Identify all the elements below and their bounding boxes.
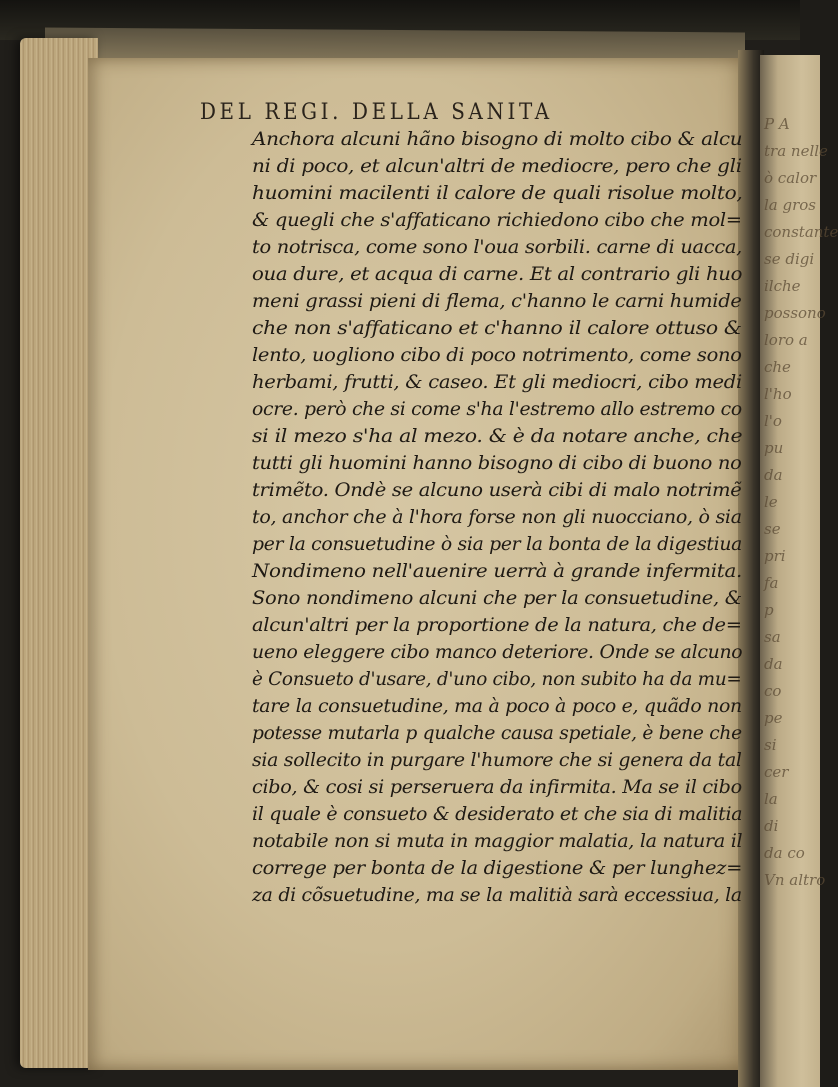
facing-page-text-fragment: da (764, 655, 783, 673)
facing-page-text-fragment: tra nelle (764, 142, 828, 160)
text-line: tutti gli huomini hanno bisogno di cibo di buono no (252, 452, 742, 474)
facing-page-text-fragment: la (764, 790, 778, 808)
text-line: per la consuetudine ò sia per la bonta de la digestiua (252, 533, 743, 555)
facing-page-text-fragment: p (764, 601, 774, 619)
text-line: tare la consuetudine, ma à poco à poco e, quãdo non (252, 695, 742, 717)
text-line: trimẽto. Ondè se alcuno userà cibi di malo notrimẽ (252, 479, 742, 501)
running-head: DEL REGI. DELLA SANITA (200, 100, 553, 125)
text-line: to notrisca, come sono l'oua sorbili. carne di uacca, (252, 236, 743, 258)
text-line: che non s'affaticano et c'hanno il calore ottuso & (252, 317, 742, 339)
text-line: potesse mutarla p qualche causa spetiale, è bene che (252, 722, 742, 744)
text-line: ueno eleggere cibo manco deteriore. Onde se alcuno (252, 641, 743, 663)
facing-page-text-fragment: la gros (764, 196, 817, 214)
facing-page-text-fragment: se (764, 520, 781, 538)
facing-page-text-fragment: ilche (764, 277, 801, 295)
facing-page-text-fragment: l'ho (764, 385, 792, 403)
facing-page-text-fragment: constante (764, 223, 838, 241)
facing-page-text-fragment: si (764, 736, 777, 754)
text-line: il quale è consueto & desiderato et che sia di malitia (252, 803, 743, 825)
facing-page-text-fragment: sa (764, 628, 781, 646)
text-line: & quegli che s'affaticano richiedono cibo che mol= (252, 209, 742, 231)
text-line: lento, uogliono cibo di poco notrimento, come sono (252, 344, 742, 366)
facing-page-text-fragment: da co (764, 844, 805, 862)
text-line: notabile non si muta in maggior malatia, la natura il (252, 830, 743, 852)
text-line: Sono nondimeno alcuni che per la consuetudine, & (252, 587, 742, 609)
facing-page-text-fragment: l'o (764, 412, 782, 430)
facing-page-text-fragment: possono (764, 304, 826, 322)
facing-page-text-fragment: co (764, 682, 782, 700)
text-line: ni di poco, et alcun'altri de mediocre, pero che gli (252, 155, 742, 177)
facing-page-text-fragment: se digi (764, 250, 815, 268)
text-line: za di cõsuetudine, ma se la malitià sarà eccessiua, la (252, 884, 742, 906)
text-line: huomini macilenti il calore de quali risolue molto, (252, 182, 743, 204)
text-line: herbami, frutti, & caseo. Et gli mediocri, cibo medi (252, 371, 742, 393)
facing-page-text-fragment: pe (764, 709, 783, 727)
facing-page-text-fragment: cer (764, 763, 789, 781)
text-line: to, anchor che à l'hora forse non gli nuocciano, ò sia (252, 506, 742, 528)
text-line: meni grassi pieni di flema, c'hanno le carni humide (252, 290, 742, 312)
text-line: cibo, & cosi si perseruera da infirmita. Ma se il cibo (252, 776, 742, 798)
facing-page-text-fragment: P A (764, 115, 790, 133)
facing-page-text-fragment: di (764, 817, 779, 835)
text-line: sia sollecito in purgare l'humore che si genera da tal (252, 749, 742, 771)
text-line: Anchora alcuni hãno bisogno di molto cibo & alcu (252, 128, 743, 150)
facing-page-text-fragment: pu (764, 439, 784, 457)
facing-page-text-fragment: da (764, 466, 783, 484)
facing-page-text-fragment: le (764, 493, 778, 511)
text-line: Nondimeno nell'auenire uerrà à grande infermita. (252, 560, 742, 582)
body-text (252, 126, 742, 909)
text-line: si il mezo s'ha al mezo. & è da notare anche, che (252, 425, 743, 447)
text-line: alcun'altri per la proportione de la natura, che de= (252, 614, 742, 636)
facing-page-text-fragment: Vn altro (764, 871, 826, 889)
text-line: oua dure, et acqua di carne. Et al contrario gli huo (252, 263, 743, 285)
facing-page-text-fragment: ò calor (764, 169, 817, 187)
facing-page (760, 55, 838, 1087)
facing-page-text-fragment: pri (764, 547, 786, 565)
page-block-edges (20, 38, 98, 1068)
facing-page-text-fragment: che (764, 358, 791, 376)
text-line: correge per bonta de la digestione & per lunghez= (252, 857, 743, 879)
facing-page-text-fragment: fa (764, 574, 779, 592)
text-line: è Consueto d'usare, d'uno cibo, non subito ha da mu= (252, 668, 742, 690)
facing-page-text-fragment: loro a (764, 331, 808, 349)
text-line: ocre. però che si come s'ha l'estremo allo estremo co (252, 398, 742, 420)
